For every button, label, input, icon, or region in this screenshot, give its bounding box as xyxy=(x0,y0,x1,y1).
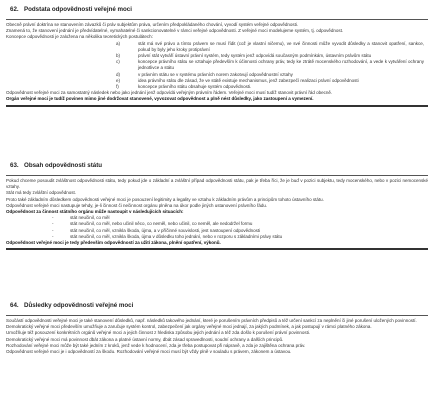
section-title: Podstata odpovědnosti veřejné moci xyxy=(24,6,132,13)
paragraph: Pokud chceme posoudit zvláštnost odpovědnosti státu, tedy pokud jde o základní a zvláštní případ odpovědnosti státu, pak je třeba říci, že je buď v pozici subjektu, tedy mocenského, nebo v pozici nemocenské vztahy. xyxy=(6,178,428,190)
section-title: Obsah odpovědnosti státu xyxy=(24,162,103,169)
list-item: f) koncepce právního státu obsahuje systém odpovědnosti. xyxy=(116,84,252,90)
section-62 xyxy=(0,6,434,107)
paragraph: Proto také základním důsledkem odpovědnosti veřejné moci je posouzení legitimity a legality ve vztahu k základním právům a principům tohoto ústavního státu. xyxy=(6,196,324,202)
section-heading xyxy=(0,302,434,314)
list-item: - stát neučinil, co měl xyxy=(52,215,110,221)
list-item: d) v právním státu se v systému právních norem zakotvují odpovědnostní vztahy xyxy=(116,71,293,77)
paragraph: Odpovědnost veřejné moci je i odpovědností za škodu. Rozhodování veřejné moci musí být vždy plně v souladu s právem, zákonem a ústavou. xyxy=(6,349,292,355)
paragraph: Demokratický veřejné moci především umožňuje a zaručuje systém kontrol, zabezpečení jak orgány veřejné moci jednají, za jakých podmínek, a jak postupují v rámci platného zákona. xyxy=(6,324,372,330)
paragraph: Odpovědnost veřejné moci nastupuje tehdy, je-li činnost či nečinnost orgánu plněna na úkor podle jiných ustanovení právního řádu. xyxy=(6,202,268,208)
paragraph: Demokratický veřejné moci má povinnost dbát zákona a platné ústavní normy, dbát zásad spravedlnosti, soudní ochrany a dalších principů. xyxy=(6,336,284,342)
section-divider xyxy=(6,105,428,107)
list-item: e) idea právního státu dle zásad, že ve státě existuje mechanismus, jenž zabezpečí realizaci právní odpovědnosti xyxy=(116,77,359,83)
postulate-list xyxy=(6,41,428,91)
section-divider xyxy=(6,248,428,250)
paragraph: Stát má tedy zvláštní odpovědnost. xyxy=(6,190,77,196)
situation-list xyxy=(6,215,428,240)
paragraph: Obecně právní doktrína se stanovením závazků či práv subjektům práva, určením předpokládaného chování, vyvodí systém veřejné odpovědnosti. xyxy=(6,22,299,27)
paragraph: Rozhodování veřejné moci může být také jedním z kroků, jenž vede k hodnocení, zda je třeba postupovat při nápravě, a zda je zajištěna ochrana práv. xyxy=(6,342,306,348)
section-64 xyxy=(0,302,434,355)
list-item: b) právní stát vytváří ústavní právní systém, tedy systém jenž odpovídá současným podmínkám, ústavním právům státu xyxy=(116,53,372,59)
paragraph-bold: Odpovědnost za činnost státního orgánu může nastoupit v následujících situacích: xyxy=(6,209,184,215)
paragraph: Odpovědnost veřejné moci za samostatný následek nebo jako jednání jenž odpovídá veřejným právním řádem. Veřejné moci musí tudíž stanovit právní řád obecně. xyxy=(6,90,333,96)
paragraph-bold: Orgán veřejné moci je tudíž povinen mimo jiné dodržovat stanovené, vyvozovat odpovědnost a plně nést důsledky, jako zastoupení a vymezení. xyxy=(6,96,314,102)
paragraph: Znamená to, že stanovení jednání je předvídatelné, vymahatelné či sankcionovatelné v rámci veřejné odpovědnosti. Z veřejné moci modelujeme systém, tj. odpovědnost. xyxy=(6,28,344,34)
list-item: - stát neučinil, co měl, vznikla škoda, újma v důsledku toho jednání, nebo v rozporu s základními právy státu xyxy=(52,233,283,239)
section-heading xyxy=(0,162,434,174)
paragraph: Koncepce odpovědnosti je založena na několika teoretických postulátech: xyxy=(6,34,153,40)
list-item: a) stát má své právo a tímto právem se musí řídit (což je vlastní ničemu), ve své činnosti může vyvodit důsledky a stanovit opatření, sankce, pokud by byly jeho kroky protiprávní xyxy=(116,40,424,52)
list-item: c) koncepce právního státu se vztahuje především k účinnosti ochrany práv, tedy ke ztrátě mocenského rozhodování, a vede k vytváření ochrany jednotlivce a státu xyxy=(116,59,424,71)
paragraph: Umožňuje též posouzení konkrétních orgánů veřejné moci a jejich činnost z hlediska způsobu jejich jednání a též zda došlo k porušení právní povinnosti. xyxy=(6,330,311,336)
section-title: Důsledky odpovědnosti veřejné moci xyxy=(24,302,134,309)
paragraph: Součástí odpovědnosti veřejné moci je také stanovení důsledků, např. následků takového jednání, které je porušením právních předpisů a též určení sankcí za neplnění či jiné porušení uložených povinností. xyxy=(6,318,417,323)
section-number: 63. xyxy=(10,162,19,169)
list-item: - stát neučinil, co měl, vznikla škoda, újma, a v příčinné souvislosti, jest nastoupení odpovědnosti xyxy=(52,227,261,233)
list-item: - stát neučinil, co měl, nebo učinil něco, co neměl, nebo učinil, co neměl, ale nedodržel formu xyxy=(52,221,253,227)
section-number: 62. xyxy=(10,6,19,13)
section-63 xyxy=(0,162,434,250)
paragraph-bold: Odpovědnost veřejné moci je tedy především odpovědností za užití zákona, plnění opatření, výkonů. xyxy=(6,240,221,246)
section-heading xyxy=(0,6,434,18)
section-number: 64. xyxy=(10,302,19,309)
